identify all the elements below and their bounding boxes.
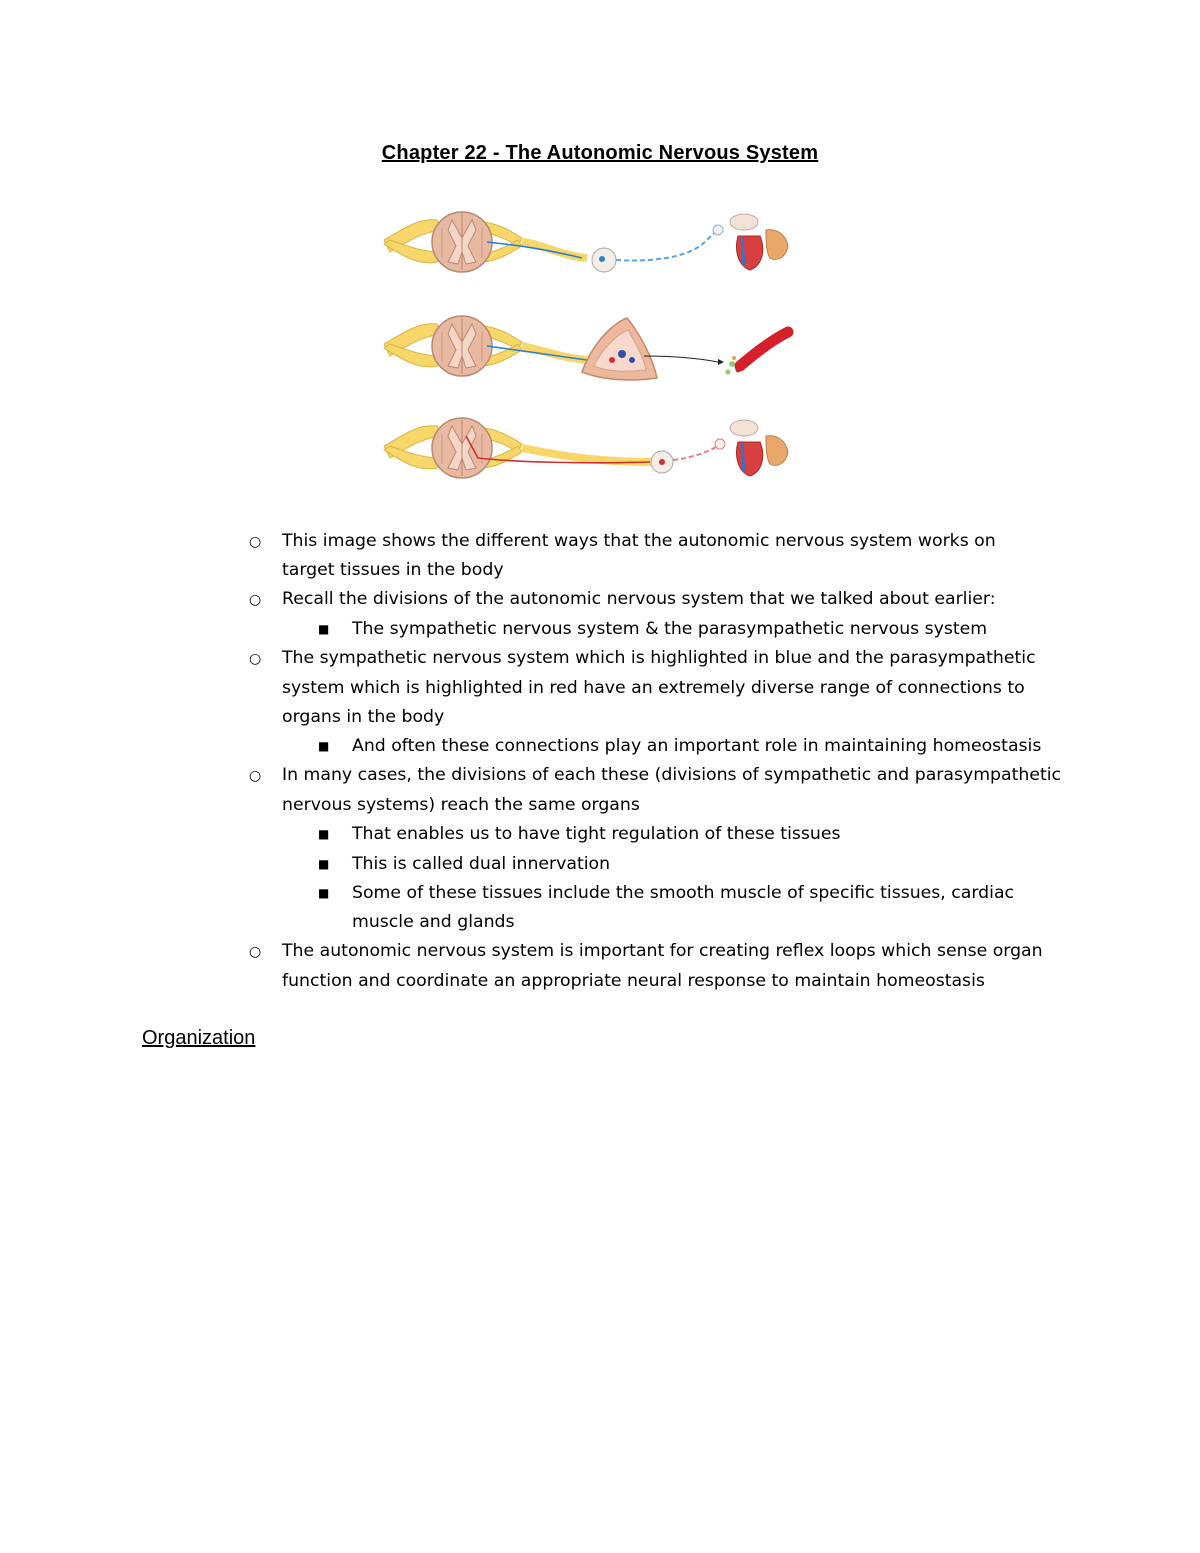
- list-item-text: This image shows the different ways that the autonomic nervous system works on: [282, 531, 996, 551]
- list-item-text: nervous systems) reach the same organs: [282, 795, 640, 815]
- bullet-circle: ○: [249, 944, 262, 960]
- list-item-text: Recall the divisions of the autonomic nervous system that we talked about earlier:: [282, 589, 996, 609]
- sub-list-item-text: That enables us to have tight regulation of these tissues: [352, 824, 841, 844]
- section-heading: Organization: [142, 1027, 256, 1049]
- list-item-text: The autonomic nervous system is important for creating reflex loops which sense organ: [282, 941, 1043, 961]
- bullet-circle: ○: [249, 768, 262, 784]
- list-item-text: organs in the body: [282, 707, 445, 727]
- page-title: Chapter 22 - The Autonomic Nervous System: [381, 142, 819, 164]
- bullet-square: ■: [318, 886, 330, 900]
- list-item-text: system which is highlighted in red have an extremely diverse range of connections to: [282, 678, 1025, 698]
- bullet-circle: ○: [249, 651, 262, 667]
- bullet-square: ■: [318, 739, 330, 753]
- list-item-text: target tissues in the body: [282, 560, 504, 580]
- list-item-text: The sympathetic nervous system which is highlighted in blue and the parasympathetic: [282, 648, 1036, 668]
- bullet-square: ■: [318, 622, 330, 636]
- bullet-circle: ○: [249, 592, 262, 608]
- bullet-square: ■: [318, 827, 330, 841]
- bullet-circle: ○: [249, 534, 262, 550]
- bullet-square: ■: [318, 857, 330, 871]
- sub-list-item-text: And often these connections play an important role in maintaining homeostasis: [352, 736, 1042, 756]
- sub-list-item-text: This is called dual innervation: [352, 854, 611, 874]
- sub-list-item-text: The sympathetic nervous system & the parasympathetic nervous system: [352, 619, 988, 639]
- list-item-text: function and coordinate an appropriate neural response to maintain homeostasis: [282, 971, 985, 991]
- parasympathetic-pathway: [384, 418, 788, 478]
- sub-list-item-text: Some of these tissues include the smooth muscle of specific tissues, cardiac: [352, 883, 1015, 903]
- autonomic-pathways-figure: [378, 192, 798, 497]
- sympathetic-pathway: [384, 212, 788, 272]
- list-item-text: In many cases, the divisions of each these (divisions of sympathetic and parasympathetic: [282, 765, 1062, 785]
- sub-list-item-text: muscle and glands: [352, 912, 515, 932]
- adrenal-pathway: [384, 316, 788, 380]
